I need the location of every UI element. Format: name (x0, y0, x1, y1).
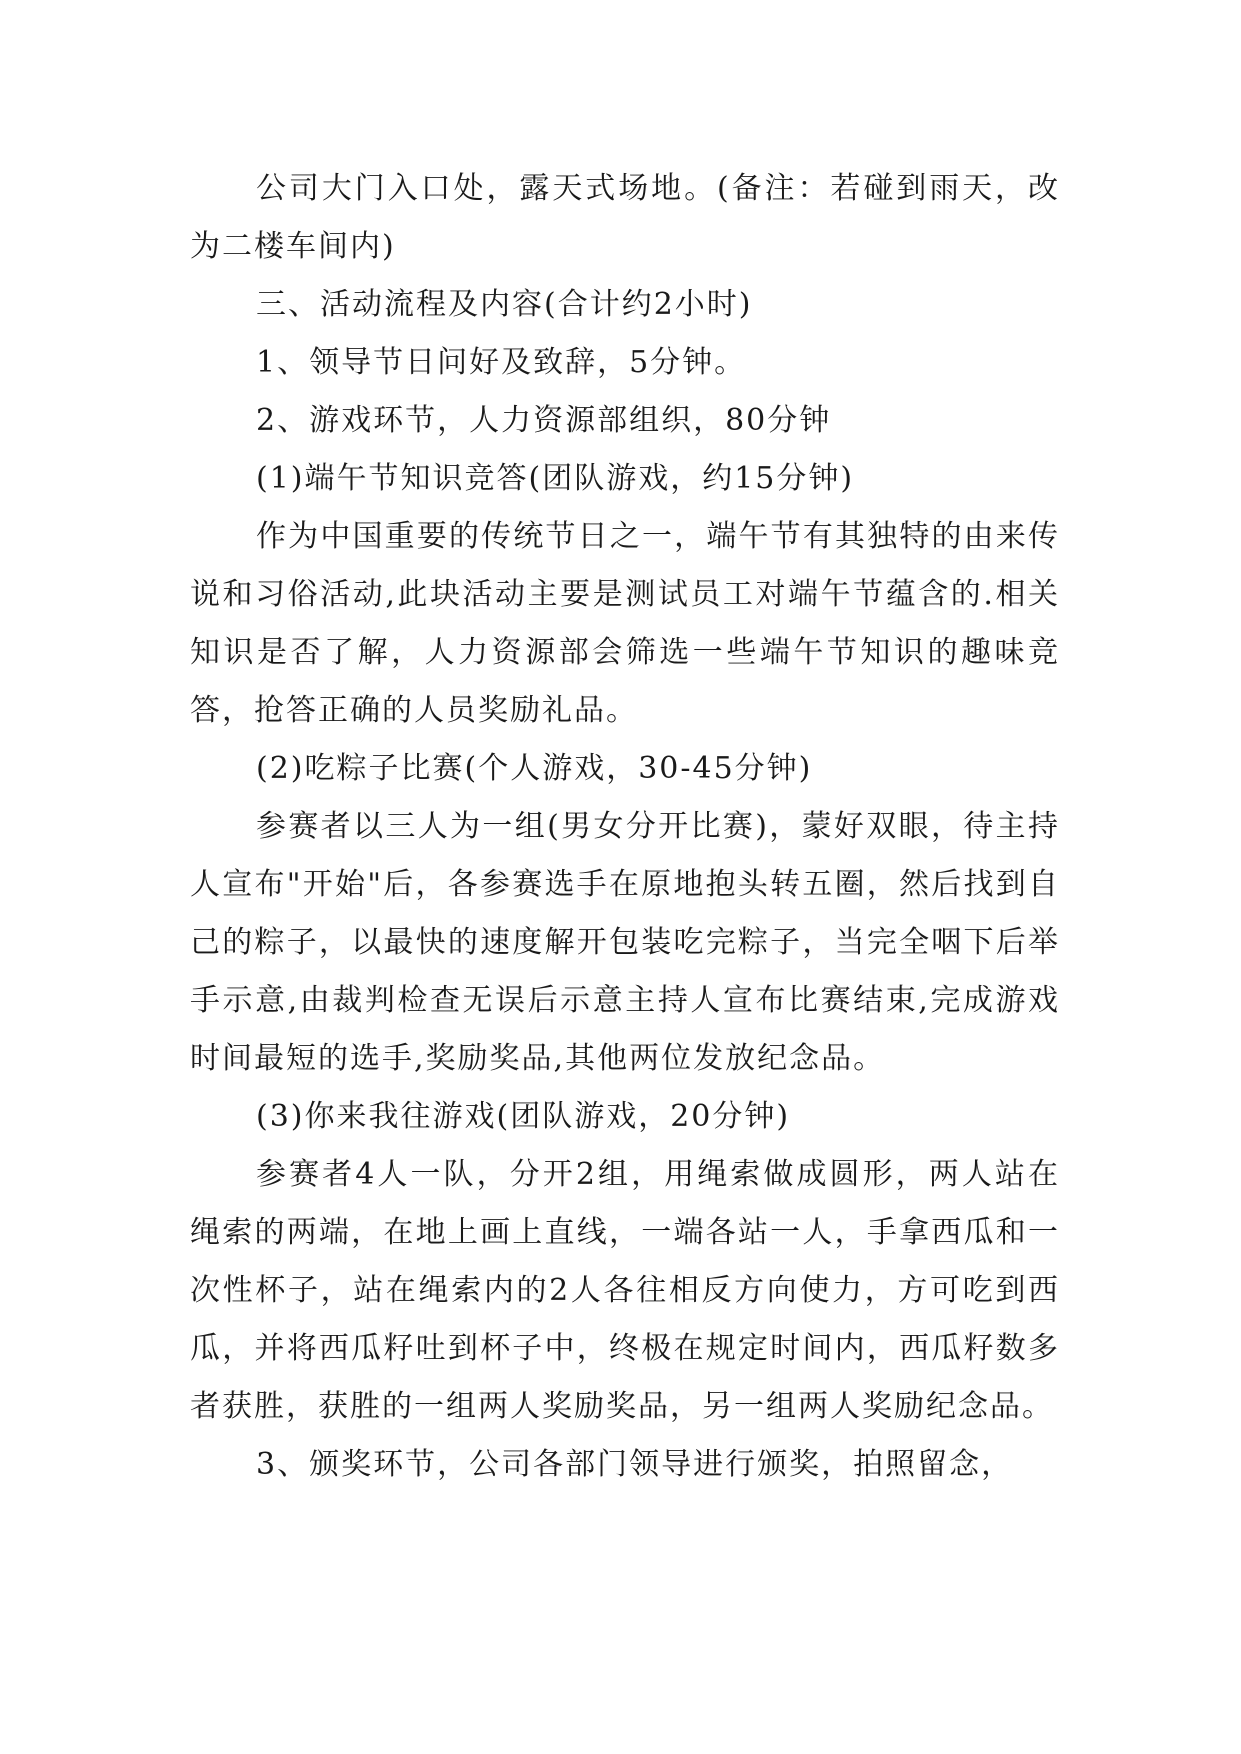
list-item-game-session: 2、游戏环节，人力资源部组织，80分钟 (256, 403, 832, 438)
list-item-award-session: 3、颁奖环节，公司各部门领导进行颁奖，拍照留念， (256, 1447, 1014, 1482)
paragraph-quiz-description: 作为中国重要的传统节日之一，端午节有其独特的由来传说和习俗活动,此块活动主要是测试员工对端午节蕴含的.相关知识是否了解，人力资源部会筛选一些端午节知识的趣味竞答，抢答正确的人员奖励礼品。 (190, 519, 1060, 728)
subheading-zongzi-contest: (2)吃粽子比赛(个人游戏，30-45分钟) (256, 751, 813, 786)
subheading-back-and-forth-game: (3)你来我往游戏(团队游戏，20分钟) (256, 1099, 791, 1134)
paragraph-venue: 公司大门入口处，露天式场地。(备注：若碰到雨天，改为二楼车间内) (190, 171, 1060, 264)
section-heading-activity-flow: 三、活动流程及内容(合计约2小时) (256, 287, 753, 322)
list-item-leader-speech: 1、领导节日问好及致辞，5分钟。 (256, 345, 747, 380)
document-body (190, 160, 1060, 1494)
paragraph-watermelon-description: 参赛者4人一队，分开2组，用绳索做成圆形，两人站在绳索的两端，在地上画上直线，一端各站一人，手拿西瓜和一次性杯子，站在绳索内的2人各往相反方向使力，方可吃到西瓜，并将西瓜籽吐到杯子中，终极在规定时间内，西瓜籽数多者获胜，获胜的一组两人奖励奖品，另一组两人奖励纪念品。 (190, 1157, 1060, 1424)
subheading-quiz: (1)端午节知识竞答(团队游戏，约15分钟) (256, 461, 855, 496)
paragraph-zongzi-description: 参赛者以三人为一组(男女分开比赛)，蒙好双眼，待主持人宣布"开始"后，各参赛选手在原地抱头转五圈，然后找到自己的粽子，以最快的速度解开包装吃完粽子，当完全咽下后举手示意,由裁判检查无误后示意主持人宣布比赛结束,完成游戏时间最短的选手,奖励奖品,其他两位发放纪念品。 (190, 809, 1060, 1076)
